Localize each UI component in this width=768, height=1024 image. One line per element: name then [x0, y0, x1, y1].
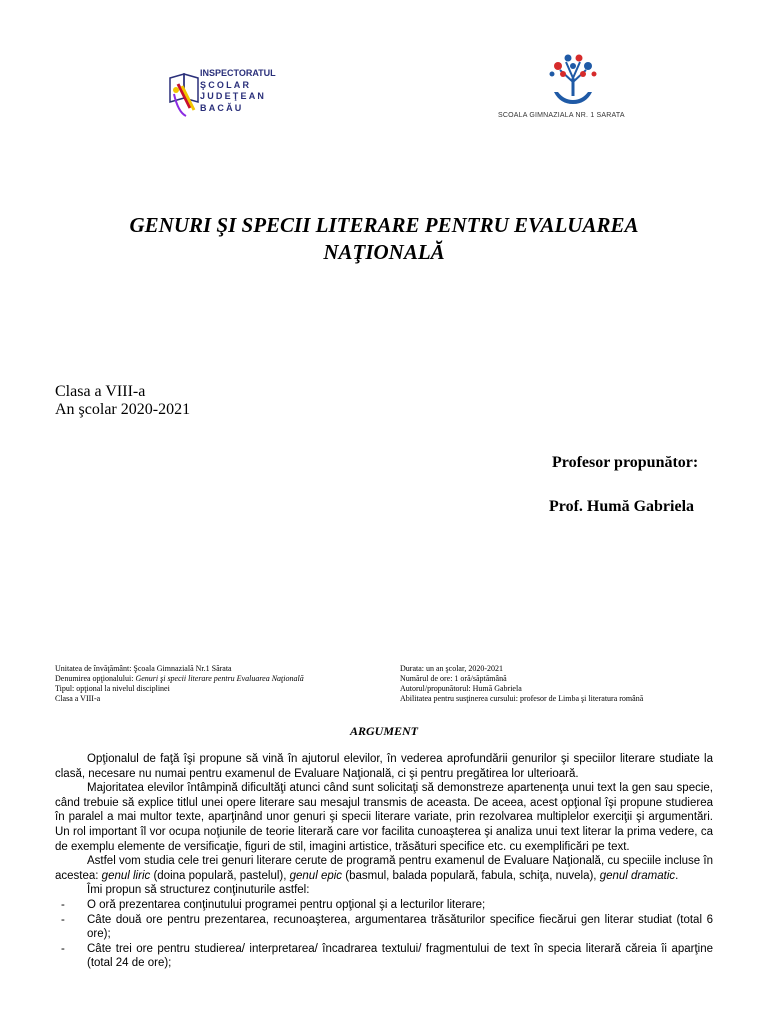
meta-author: Autorul/propunătorul: Humă Gabriela	[400, 684, 522, 693]
school-logo	[498, 52, 648, 127]
paragraph-1: Opţionalul de faţă îşi propune să vină în ajutorul elevilor, în vederea aprofundării genurilor şi speciilor literare studiate la clasă, necesare nu numai pentru examenul de Evaluare Naţională, ci şi pentru pregătirea lor ulterioară.	[55, 753, 713, 780]
meta-qualification: Abilitatea pentru susţinerea cursului: profesor de Limba şi literatura română	[400, 694, 644, 703]
isj-bacau-logo	[164, 64, 284, 124]
isj-line-2: ŞCOLAR	[200, 79, 252, 90]
meta-duration: Durata: un an şcolar, 2020-2021	[400, 664, 503, 673]
class-label: Clasa a VIII-a	[55, 383, 146, 400]
tree-hands-icon	[498, 52, 648, 110]
isj-line-1: INSPECTORATUL	[200, 68, 276, 78]
paragraph-2: Majoritatea elevilor întâmpină dificultăţi atunci când sunt solicitaţi să demonstreze apartenenţa unui text la gen sau specie, când trebuie să explice titlul unei opere literare sau mesajul transmis de aceasta. De aceea, acest opţional îşi propune studierea în paralel a mai multor texte, aparţinând unor genuri şi specii literare variate, prin rezolvarea multiplelor exerciţii şi argumentări. Un rol important îl vor ocupa noţiunile de teorie literară care vor facilita cunoaşterea şi analiza unui text literar la prima vedere, ca de exemplu elemente de versificaţie, figuri de stil, imagini artistice, trăsături specifice etc. cu exemplificări pe text.	[55, 782, 713, 853]
document-title: GENURI ŞI SPECII LITERARE PENTRU EVALUAREA NAŢIONALĂ	[129, 213, 639, 264]
isj-line-3: JUDEŢEAN	[200, 91, 267, 101]
isj-logo-text	[200, 68, 290, 114]
list-item: - O oră prezentarea conţinutului programei pentru opţional şi a lecturilor literare;	[55, 898, 713, 913]
meta-hours: Numărul de ore: 1 oră/săptămână	[400, 674, 507, 683]
paragraph-4: Îmi propun să structurez conţinuturile astfel:	[87, 884, 310, 897]
teacher-name: Prof. Humă Gabriela	[549, 498, 695, 515]
meta-right-block	[400, 664, 643, 704]
meta-class: Clasa a VIII-a	[55, 694, 101, 703]
meta-left-block	[55, 664, 304, 704]
list-item: - Câte trei ore pentru studierea/ interpretarea/ încadrarea textului/ fragmentului de text în specia literară căreia îi aparţine (total 24 de ore);	[55, 942, 713, 971]
school-caption: SCOALA GIMNAZIALA NR. 1 SARATA	[498, 112, 625, 119]
list-item: - Câte două ore pentru prezentarea, recunoaşterea, argumentarea trăsăturilor specifice fiecărui gen literar studiat (total 6 ore);	[55, 913, 713, 942]
argument-heading: ARGUMENT	[349, 724, 418, 738]
book-pen-icon	[164, 64, 204, 124]
meta-unit: Unitatea de învăţământ: Şcoala Gimnazială Nr.1 Sărata	[55, 664, 232, 673]
content-list	[55, 898, 713, 971]
meta-optional-name: Denumirea opţionalului: Genuri şi specii literare pentru Evaluarea Naţională	[55, 674, 304, 683]
class-info	[55, 383, 190, 419]
teacher-label: Profesor propunător:	[552, 454, 699, 471]
paragraph-3: Astfel vom studia cele trei genuri literare cerute de programă pentru examenul de Evaluare Naţională, cu speciile incluse în acestea: genul liric (doina populară, pastelul), genul epic (basmul, balada populară, fabula, schiţa, nuvela), genul dramatic.	[55, 855, 713, 882]
argument-body	[55, 752, 713, 971]
meta-type: Tipul: opţional la nivelul disciplinei	[55, 684, 170, 693]
school-year: An şcolar 2020-2021	[55, 401, 191, 418]
isj-line-4: BACĂU	[200, 102, 244, 113]
